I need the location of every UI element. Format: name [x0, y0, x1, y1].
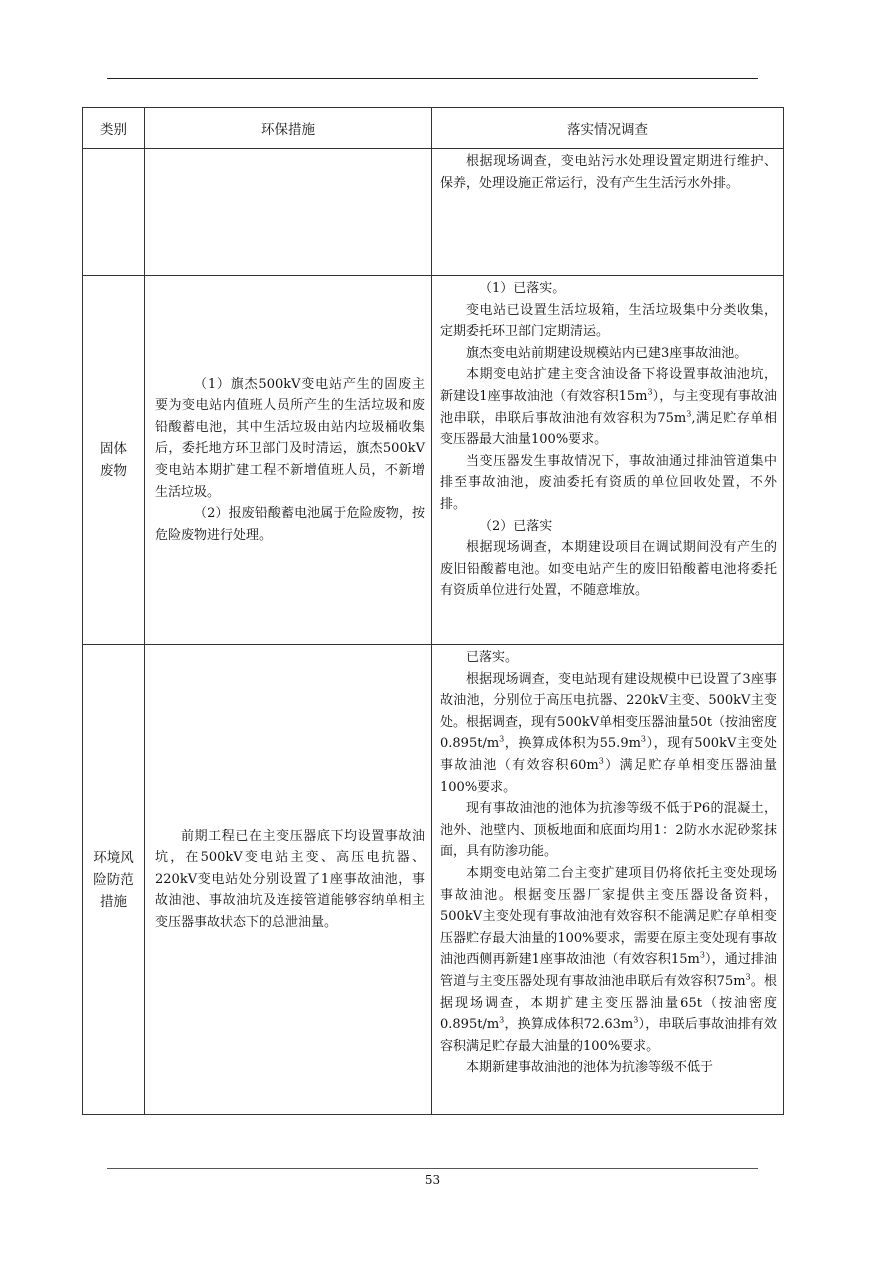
table-row-risk-prevention [83, 645, 784, 1115]
measure-paragraph: （1）旗杰500kV变电站产生的固废主要为变电站内值班人员所产生的生活垃圾和废铅酸蓄电池，其中生活垃圾由站内垃圾桶收集后，委托地方环卫部门及时清运，旗杰500kV变电站本期扩建工程不新增值班人员，不新增生活垃圾。 [155, 376, 425, 500]
page-number: 53 [424, 1173, 441, 1187]
implementation-paragraph: 根据现场调查，变电站污水处理设置定期进行维护、保养，处理设施正常运行，没有产生生活污水外排。 [440, 154, 777, 191]
measure-paragraph: （2）报废铅酸蓄电池属于危险废物，按危险废物进行处理。 [155, 506, 425, 543]
category-cell: 固体 废物 [83, 276, 145, 645]
implementation-paragraph: 根据现场调查，变电站现有建设规模中已设置了3座事故油池，分别位于高压电抗器、220kV主变、500kV主变处。根据调查，现有500kV单相变压器油量50t（按油密度$0.895t/m^3$，换算成体积为$55.9m^3$），现有500kV主变处事故油池（有效容积$60m^3$）满足贮存单相变压器油量100%要求。 [440, 671, 777, 795]
implementation-paragraph: 变电站已设置生活垃圾箱，生活垃圾集中分类收集，定期委托环卫部门定期清运。 [440, 302, 777, 340]
table-row-wastewater [83, 149, 784, 276]
implementation-paragraph: 本期新建事故油池的池体为抗渗等级不低于 [466, 1060, 714, 1076]
implementation-paragraph: 本期变电站扩建主变含油设备下将设置事故油池坑，新建设1座事故油池（有效容积$15m^3$），与主变现有事故油池串联，串联后事故油池有效容积为$75m^3$,满足贮存单相变压器最大油量100%要求。 [440, 367, 777, 448]
implementation-paragraph: 旗杰变电站前期建设规模站内已建3座事故油池。 [466, 345, 748, 361]
footer-rule [107, 1168, 758, 1169]
status-line: （1）已落实。 [479, 281, 566, 296]
header-category: 类别 [83, 108, 145, 149]
category-cell: 环境风 险防范 措施 [83, 645, 145, 1115]
category-cell [83, 149, 145, 276]
status-line: 已落实。 [466, 650, 519, 665]
measures-cell [145, 149, 432, 276]
environmental-measures-table [82, 107, 784, 1115]
header-rule [107, 78, 758, 79]
implementation-cell [432, 645, 784, 1115]
implementation-paragraph: 根据现场调查，本期建设项目在调试期间没有产生的废旧铅酸蓄电池。如变电站产生的废旧铅酸蓄电池将委托有资质单位进行处置，不随意堆放。 [440, 540, 777, 599]
implementation-cell [432, 149, 784, 276]
header-measures: 环保措施 [145, 108, 432, 149]
implementation-cell [432, 276, 784, 645]
status-line: （2）已落实 [479, 518, 553, 534]
implementation-paragraph: 当变压器发生事故情况下，事故油通过排油管道集中排至事故油池，废油委托有资质的单位回收处置，不外排。 [440, 453, 777, 512]
measures-cell [145, 276, 432, 645]
implementation-paragraph: 现有事故油池的池体为抗渗等级不低于P6的混凝土，池外、池壁内、顶板地面和底面均用1：2防水水泥砂浆抹面，具有防渗功能。 [440, 801, 777, 860]
measures-cell [145, 645, 432, 1115]
measure-paragraph: 前期工程已在主变压器底下均设置事故油坑，在500kV变电站主变、高压电抗器、220kV变电站处分别设置了1座事故油池，事故油池、事故油坑及连接管道能够容纳单相主变压器事故状态下的总泄油量。 [155, 828, 425, 930]
table-header-row [83, 108, 784, 149]
table-row-solid-waste [83, 276, 784, 645]
implementation-paragraph: 本期变电站第二台主变扩建项目仍将依托主变处现场事故油池。根据变压器厂家提供主变压器设备资料，500kV主变处现有事故油池有效容积不能满足贮存单相变压器贮存最大油量的100%要求，需要在原主变处现有事故油池西侧再新建1座事故油池（有效容积$15m^3$），通过排油管道与主变压器处现有事故油池串联后有效容积$75m^3$。根据现场调查，本期扩建主变压器油量65t（按油密度$0.895t/m^3$，换算成体积$72.63m^3$），串联后事故油排有效容积满足贮存最大油量的100%要求。 [440, 865, 777, 1054]
header-implementation: 落实情况调查 [432, 108, 784, 149]
